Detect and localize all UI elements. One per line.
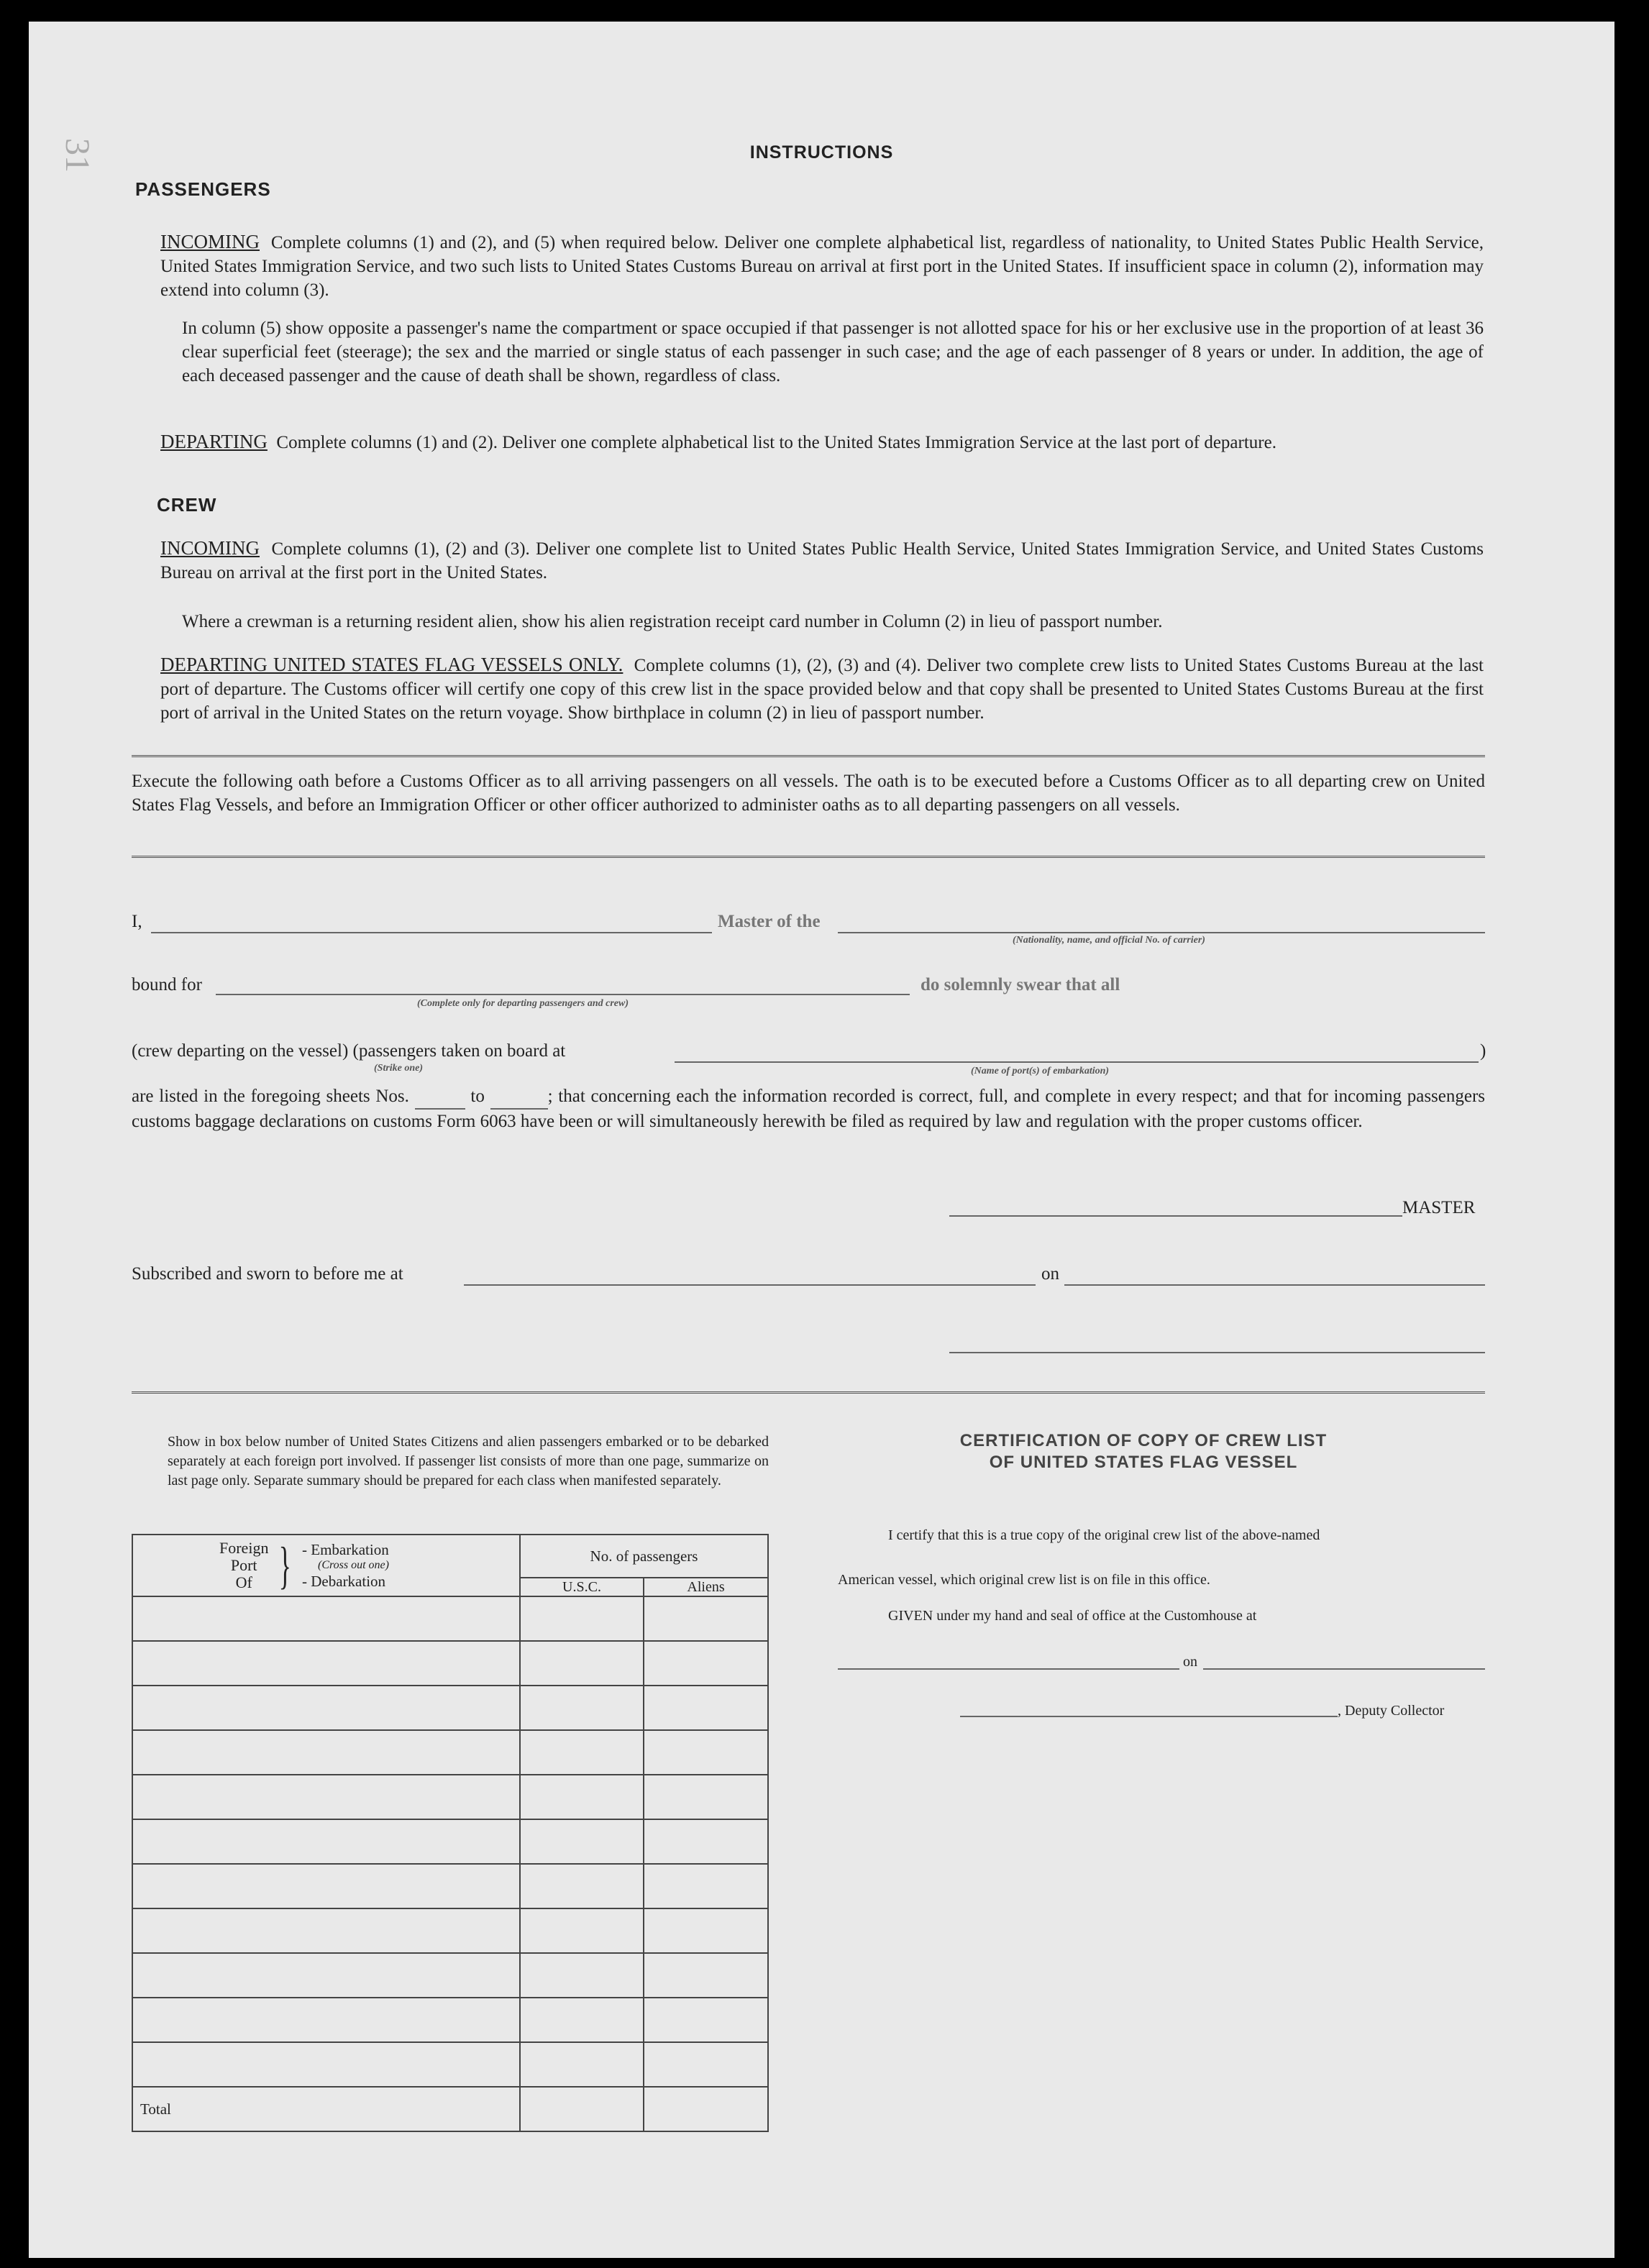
cert-date-field[interactable] <box>1203 1668 1485 1670</box>
crew-incoming-instructions <box>160 536 1484 585</box>
passengers-incoming-text: Complete columns (1) and (2), and (5) when required below. Deliver one complete alphabetical list, regardless of nationality, to United States Public Health Service, United States Immigration Service, and two such lists to United States Customs Bureau on arrival at first port in the United States. If insufficient space in column (2), information may extend into column (3). <box>160 233 1484 300</box>
table-row[interactable] <box>132 1686 768 1730</box>
sheet-from-field[interactable] <box>415 1084 465 1110</box>
passengers-incoming-instructions <box>160 230 1484 302</box>
customhouse-field[interactable] <box>838 1668 1179 1670</box>
table-row[interactable] <box>132 1641 768 1686</box>
certification-title-2: OF UNITED STATES FLAG VESSEL <box>989 1453 1298 1472</box>
cert-on-label: on <box>1183 1654 1197 1670</box>
subscribed-date-field[interactable] <box>1064 1284 1485 1286</box>
master-label: MASTER <box>1402 1198 1476 1217</box>
master-name-field[interactable] <box>151 932 712 933</box>
column5-instructions: In column (5) show opposite a passenger's name the compartment or space occupied if that passenger is not allotted space for his or her exclusive use in the proportion of at least 36 clear superficial feet (steerage); the sex and the married or single status of each passenger in such case; and the age of each passenger of 8 years or under. In addition, the age of each deceased passenger and the cause of death shall be shown, regardless of class. <box>182 319 1484 385</box>
subscribed-label: Subscribed and sworn to before me at <box>132 1264 403 1284</box>
listed-sheets-paragraph <box>132 1084 1485 1133</box>
passenger-summary-table <box>132 1534 769 2132</box>
passengers-incoming-label: INCOMING <box>160 231 260 252</box>
given-text: GIVEN under my hand and seal of office at the Customhouse at <box>888 1608 1257 1624</box>
crew-departing-label: DEPARTING UNITED STATES FLAG VESSELS ONLY. <box>160 654 623 675</box>
strike-one-caption: (Strike one) <box>374 1063 424 1074</box>
bound-for-field[interactable] <box>216 994 910 995</box>
embarkation-ports-field[interactable] <box>675 1061 1479 1063</box>
crew-departing-instructions <box>160 653 1484 725</box>
subscribed-place-field[interactable] <box>464 1284 1036 1286</box>
page-number: 31 <box>58 138 96 173</box>
certify-text: I certify that this is a true copy of the original crew list of the above-named <box>888 1527 1320 1543</box>
crew-resident-alien-instructions: Where a crewman is a returning resident alien, show his alien registration receipt card number in Column (2) in lieu of passport number. <box>182 612 1163 631</box>
total-row[interactable] <box>132 2087 768 2131</box>
page-title: INSTRUCTIONS <box>749 142 894 163</box>
passengers-departing-text: Complete columns (1) and (2). Deliver one complete alphabetical list to the United States Immigration Service at the last port of departure. <box>276 433 1276 452</box>
total-label: Total <box>132 2087 520 2131</box>
summary-instructions: Show in box below number of United States Citizens and alien passengers embarked or to be debarked separately at each foreign port involved. If passenger list consists of more than one page, summarize on last page only. Separate summary should be prepared for each class when manifested separately. <box>168 1434 769 1489</box>
no-of-passengers-header: No. of passengers <box>520 1535 768 1578</box>
document-page <box>29 22 1614 2258</box>
section-divider <box>132 1391 1485 1394</box>
table-row[interactable] <box>132 1596 768 1641</box>
table-row[interactable] <box>132 1730 768 1775</box>
crew-incoming-text: Complete columns (1), (2) and (3). Deliver one complete list to United States Public Health Service, United States Immigration Service, and United States Customs Bureau on arrival at the first port in the United States. <box>160 539 1484 582</box>
aliens-header: Aliens <box>644 1578 768 1596</box>
passengers-departing-instructions <box>160 430 1484 454</box>
header-foreign: Foreign <box>219 1539 269 1557</box>
listed-text-a: are listed in the foregoing sheets Nos. <box>132 1087 409 1106</box>
vessel-caption: (Nationality, name, and official No. of carrier) <box>1013 935 1205 946</box>
brace-icon: } <box>279 1537 292 1594</box>
foreign-port-header <box>132 1535 520 1596</box>
table-row[interactable] <box>132 1819 768 1864</box>
master-of-the-label: Master of the <box>718 912 821 931</box>
bound-for-label: bound for <box>132 975 202 994</box>
swear-label: do solemnly swear that all <box>921 975 1120 994</box>
header-of: Of <box>235 1573 252 1591</box>
ports-caption: (Name of port(s) of embarkation) <box>971 1066 1110 1076</box>
passengers-heading: PASSENGERS <box>135 178 271 200</box>
american-vessel-text: American vessel, which original crew list is on file in this office. <box>838 1572 1210 1588</box>
certification-title-1: CERTIFICATION OF COPY OF CREW LIST <box>959 1431 1328 1450</box>
crew-incoming-label: INCOMING <box>160 537 260 559</box>
table-row[interactable] <box>132 1775 768 1819</box>
officer-signature-field[interactable] <box>949 1352 1485 1353</box>
crew-departing-label-oath: (crew departing on the vessel) (passengers taken on board at <box>132 1041 566 1061</box>
header-embarkation: - Embarkation <box>302 1541 389 1558</box>
bound-for-caption: (Complete only for departing passengers and crew) <box>417 998 629 1009</box>
table-row[interactable] <box>132 1908 768 1953</box>
listed-text-b: ; that concerning each the information recorded is correct, full, and complete in every respect; and that for incoming passengers customs baggage declarations on customs Form 6063 have been or will simultaneously herewith be filed as required by law and regulation with the proper customs officer. <box>132 1087 1486 1131</box>
header-port: Port <box>230 1556 257 1574</box>
crew-departing-text: Complete columns (1), (2), (3) and (4). Deliver two complete crew lists to United States Customs Bureau at the last port of departure. The Customs officer will certify one copy of this crew list in the space provided below and that copy shall be presented to United States Customs Bureau at the first port of arrival in the United States on the return voyage. Show birthplace in column (2) in lieu of passport number. <box>160 656 1484 723</box>
header-cross-out: (Cross out one) <box>318 1559 389 1571</box>
table-row[interactable] <box>132 1998 768 2042</box>
master-signature-field[interactable] <box>949 1215 1402 1217</box>
on-label: on <box>1041 1264 1059 1284</box>
sheet-to-field[interactable] <box>490 1084 548 1110</box>
table-row[interactable] <box>132 1953 768 1998</box>
table-row[interactable] <box>132 2042 768 2087</box>
oath-instructions: Execute the following oath before a Customs Officer as to all arriving passengers on all vessels. The oath is to be executed before a Customs Officer as to all departing crew on United States Flag Vessels, and before an Immigration Officer or other officer authorized to administer oaths as to all departing passengers on all vessels. <box>132 772 1485 815</box>
listed-text-to: to <box>470 1087 485 1106</box>
close-paren: ) <box>1480 1041 1486 1061</box>
usc-header: U.S.C. <box>520 1578 644 1596</box>
header-debarkation: - Debarkation <box>302 1573 386 1590</box>
section-divider <box>132 755 1485 757</box>
oath-i-label: I, <box>132 912 142 931</box>
table-row[interactable] <box>132 1864 768 1908</box>
deputy-signature-field[interactable] <box>960 1716 1338 1717</box>
vessel-field[interactable] <box>838 932 1485 933</box>
deputy-collector-label: , Deputy Collector <box>1338 1703 1445 1719</box>
crew-heading: CREW <box>157 494 217 516</box>
section-divider <box>132 856 1485 858</box>
passengers-departing-label: DEPARTING <box>160 431 268 452</box>
